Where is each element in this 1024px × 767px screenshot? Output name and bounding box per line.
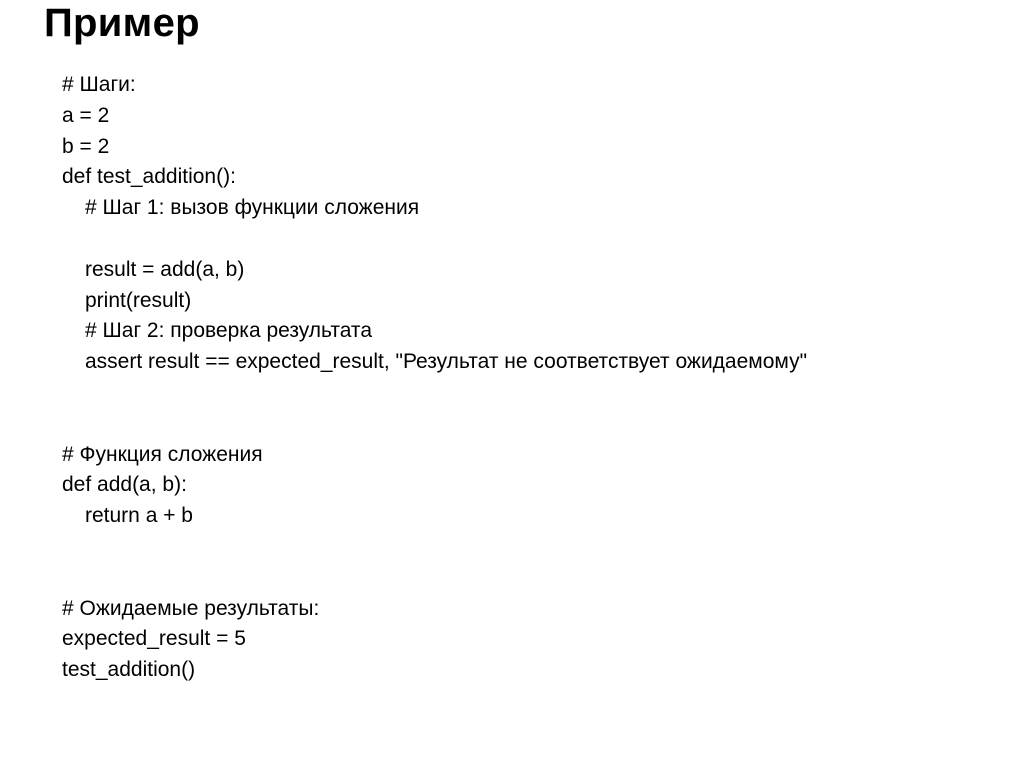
code-line: def add(a, b): <box>62 473 187 497</box>
blank-line <box>62 224 992 255</box>
blank-line <box>62 378 992 409</box>
code-line: # Ожидаемые результаты: <box>62 596 320 620</box>
code-line: b = 2 <box>62 134 110 158</box>
code-line: expected_result = 5 <box>62 627 246 651</box>
blank-line <box>62 532 992 563</box>
code-line: result = add(a, b) <box>85 257 245 281</box>
code-line: # Шаг 2: проверка результата <box>85 319 372 343</box>
code-line: a = 2 <box>62 103 110 127</box>
code-line: return a + b <box>85 504 193 528</box>
blank-line <box>62 409 992 440</box>
code-line: print(result) <box>85 288 192 312</box>
code-line: test_addition() <box>62 658 196 682</box>
code-line: # Шаг 1: вызов функции сложения <box>85 196 420 220</box>
slide-title: Пример <box>44 1 200 45</box>
code-line: # Функция сложения <box>62 442 263 466</box>
blank-line <box>62 563 992 594</box>
code-block <box>62 70 992 686</box>
code-line: def test_addition(): <box>62 165 236 189</box>
code-line: assert result == expected_result, "Результат не соответствует ожидаемому" <box>85 350 808 374</box>
code-line: # Шаги: <box>62 73 136 96</box>
